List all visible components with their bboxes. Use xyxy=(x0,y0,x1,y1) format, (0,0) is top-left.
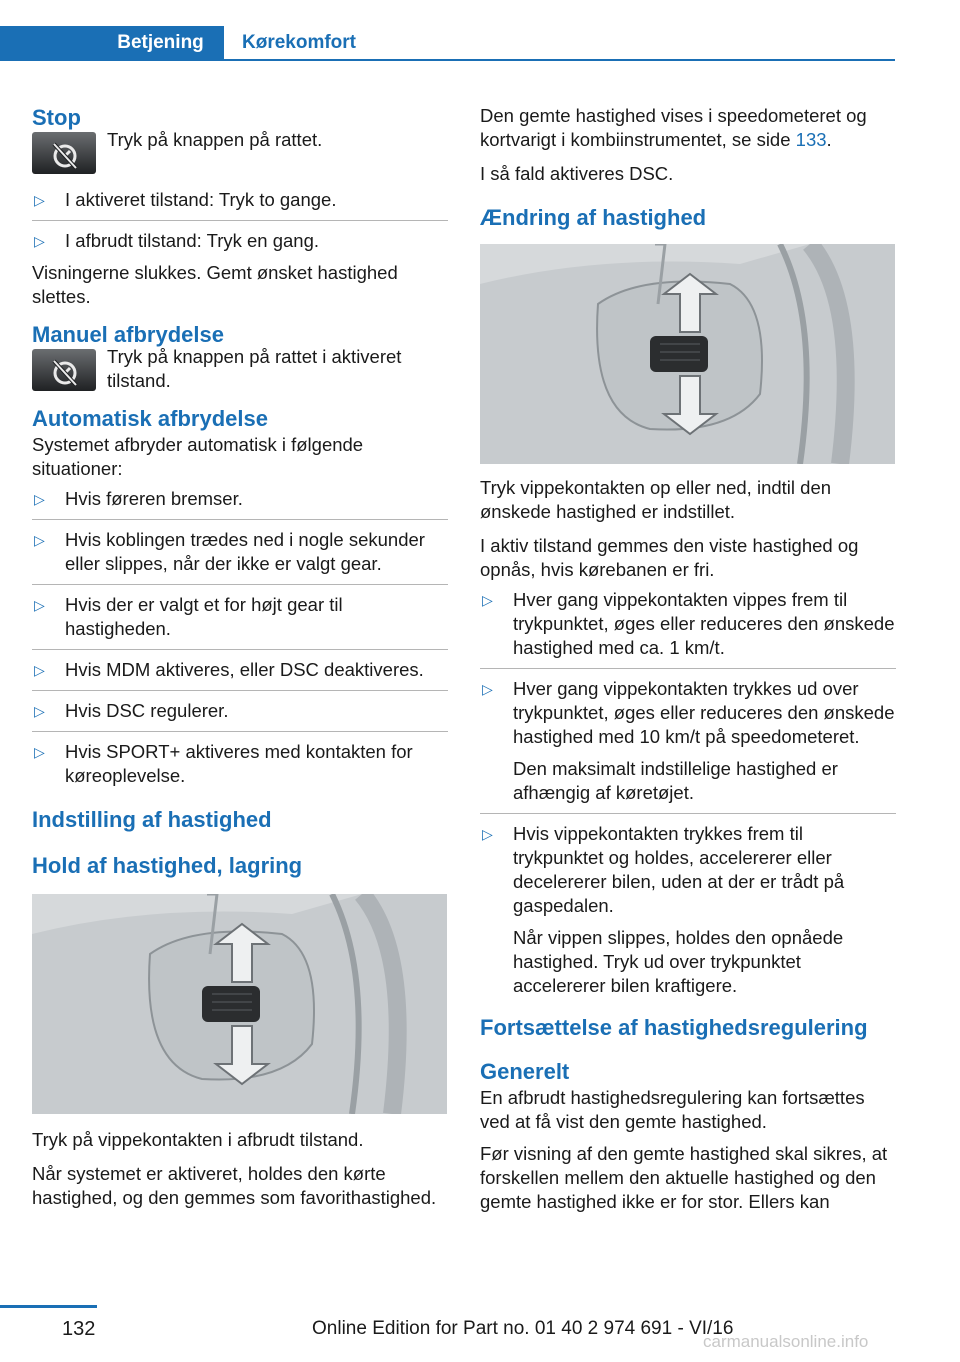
steering-wheel-rocker-image xyxy=(480,244,895,464)
list-item: ▷ Hvis DSC regulerer. xyxy=(34,700,229,721)
stop-after: Visningerne slukkes. Gemt ønsket hastighed slettes. xyxy=(32,262,398,307)
stop-heading: Stop xyxy=(32,105,81,130)
auto-list xyxy=(32,487,448,788)
watermark: carmanualsonline.info xyxy=(703,1332,869,1351)
stop-text: Tryk på knappen på rattet. xyxy=(107,129,323,150)
divider xyxy=(480,813,896,814)
setting-heading: Indstilling af hastighed xyxy=(32,807,272,832)
auto-heading: Automatisk afbrydelse xyxy=(32,406,268,431)
right-column xyxy=(480,104,896,1214)
change-list xyxy=(480,588,896,998)
hold-after: Når systemet er aktiveret, holdes den kørte hastighed, og den gemmes som favorithastighed. xyxy=(32,1163,437,1208)
list-item: ▷ Hvis der er valgt et for højt gear til hastigheden. xyxy=(34,594,343,639)
list-item: ▷ Hvis føreren bremser. xyxy=(34,488,243,509)
cruise-control-button-icon xyxy=(32,132,96,174)
list-item: ▷ Hvis SPORT+ aktiveres med kontakten for køreoplevelse. xyxy=(34,741,413,786)
list-item: ▷ Hvis MDM aktiveres, eller DSC deaktiveres. xyxy=(34,659,424,680)
header-tabs xyxy=(0,26,895,60)
page-link[interactable]: 133 xyxy=(795,129,827,150)
divider xyxy=(32,731,448,732)
change-p2: I aktiv tilstand gemmes den viste hastighed og opnås, hvis kørebanen er fri. xyxy=(480,535,859,580)
change-heading: Ændring af hastighed xyxy=(480,205,707,230)
manual-instruction xyxy=(32,345,448,393)
divider xyxy=(32,584,448,585)
stop-instruction xyxy=(32,128,448,174)
manual-heading: Manuel afbrydelse xyxy=(32,322,224,347)
cruise-control-button-icon xyxy=(32,349,96,391)
steering-wheel-rocker-image xyxy=(32,894,447,1114)
hold-heading: Hold af hastighed, lagring xyxy=(32,853,303,878)
list-item-note: Den maksimalt indstillelige hastighed er afhængig af køretøjet. xyxy=(513,758,838,803)
list-item-note: Når vippen slippes, holdes den opnåede hastighed. Tryk ud over trykpunktet accelererer bilen kraftigere. xyxy=(513,927,844,996)
edition-text: Online Edition for Part no. 01 40 2 974 691 - VI/16 xyxy=(312,1318,734,1339)
change-p1: Tryk vippekontakten op eller ned, indtil den ønskede hastighed er indstillet. xyxy=(480,477,832,522)
divider xyxy=(480,668,896,669)
general-p1: En afbrudt hastighedsregulering kan fortsættes ved at få vist den gemte hastighed. xyxy=(480,1087,865,1132)
stop-list xyxy=(32,188,448,253)
dsc-text: I så fald aktiveres DSC. xyxy=(480,163,674,184)
fig-caption: Tryk på vippekontakten i afbrudt tilstand. xyxy=(32,1129,364,1150)
list-item: ▷ Hver gang vippekontakten trykkes ud over trykpunktet, øges eller reduceres den ønskede hastighed med 10 km/t på speedometeret. Den maksimalt indstillelige hastighed er afhængig af køretøjet. xyxy=(482,678,895,803)
tab-betjening[interactable]: Betjening xyxy=(97,26,224,60)
list-item: ▷ Hver gang vippekontakten vippes frem til trykpunktet, øges eller reduceres den ønskede hastighed med ca. 1 km/t. xyxy=(482,589,895,658)
manual-text: Tryk på knappen på rattet i aktiveret tilstand. xyxy=(107,346,402,391)
list-item: ▷ Hvis koblingen trædes ned i nogle sekunder eller slippes, når der ikke er valgt gear. xyxy=(34,529,425,574)
footer-rule xyxy=(0,1305,97,1308)
tab-korekomfort[interactable]: Kørekomfort xyxy=(242,32,357,53)
auto-intro: Systemet afbryder automatisk i følgende situationer: xyxy=(32,434,364,479)
divider xyxy=(32,649,448,650)
general-heading: Generelt xyxy=(480,1059,570,1084)
header-rule xyxy=(0,59,895,61)
steering-switch-illustration xyxy=(480,244,895,464)
list-item: ▷ I aktiveret tilstand: Tryk to gange. xyxy=(34,189,337,210)
divider xyxy=(32,220,448,221)
divider xyxy=(32,519,448,520)
list-item: ▷ I afbrudt tilstand: Tryk en gang. xyxy=(34,230,320,251)
list-item: ▷ Hvis vippekontakten trykkes frem til trykpunktet og holdes, accelererer eller decelererer bilen, uden at der er trådt på gaspedalen. Når vippen slippes, holdes den opnåede hastighed. Tryk ud over trykpunktet accelererer bilen kraftigere. xyxy=(480,822,896,998)
divider xyxy=(32,690,448,691)
steering-switch-illustration xyxy=(32,894,447,1114)
resume-heading: Fortsættelse af hastighedsregulering xyxy=(480,1015,868,1040)
general-p2: Før visning af den gemte hastighed skal sikres, at forskellen mellem den aktuelle hastighed og den gemte hastighed ikke er for stor. Ellers kan xyxy=(480,1143,888,1212)
page-number: 132 xyxy=(62,1318,96,1340)
left-column xyxy=(32,100,448,1210)
header-bar xyxy=(0,26,97,60)
intro-text: Den gemte hastighed vises i speedometeret og kortvarigt i kombiinstrumentet, se side 133. xyxy=(480,105,867,150)
